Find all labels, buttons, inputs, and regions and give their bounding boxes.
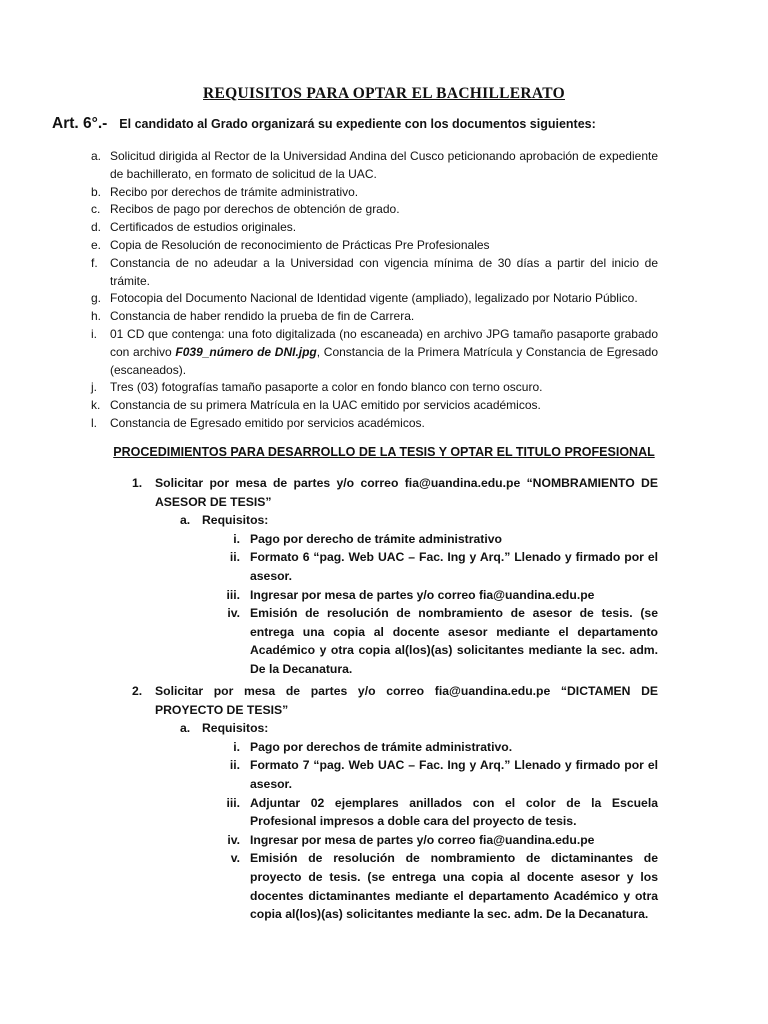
list-item — [0, 756, 768, 793]
roman-number: i. — [233, 531, 240, 546]
procedure-step-1 — [0, 474, 768, 679]
list-text: Copia de Resolución de reconocimiento de Prácticas Pre Profesionales — [110, 237, 490, 252]
list-text: Constancia de no adeudar a la Universidad con vigencia mínima de 30 días a partir del inicio de trámite. — [110, 255, 658, 288]
article-heading — [52, 115, 732, 133]
list-item — [0, 326, 768, 379]
step-heading — [0, 474, 768, 511]
item-text: Pago por derecho de trámite administrativo — [250, 531, 502, 546]
step-text: Solicitar por mesa de partes y/o correo fia@uandina.edu.pe “NOMBRAMIENTO DE ASESOR DE TESIS” — [155, 476, 658, 509]
list-item — [0, 184, 768, 202]
list-letter: l. — [91, 415, 97, 430]
list-item — [0, 849, 768, 923]
list-letter: k. — [91, 398, 101, 413]
list-text: , Constancia de la Primera Matrícula y Constancia de Egresado (escaneados). — [110, 344, 659, 377]
list-letter: j. — [91, 380, 97, 395]
roman-number: iii. — [226, 795, 240, 810]
list-letter: f. — [91, 255, 98, 270]
roman-number: iv. — [227, 606, 240, 621]
list-text: Constancia de haber rendido la prueba de fin de Carrera. — [110, 309, 415, 324]
list-item — [0, 586, 768, 605]
step-heading — [0, 682, 768, 719]
step-number: 2. — [132, 684, 143, 698]
list-item — [0, 738, 768, 757]
requirements-heading — [0, 719, 768, 738]
list-text: Solicitud dirigida al Rector de la Universidad Andina del Cusco peticionando aprobación de expediente de bachillerato, en formato de solicitud de la UAC. — [110, 149, 658, 181]
list-item — [0, 794, 768, 831]
list-letter: b. — [91, 184, 102, 199]
list-letter: g. — [91, 291, 102, 306]
section-title: PROCEDIMIENTOS PARA DESARROLLO DE LA TESIS Y OPTAR EL TITULO PROFESIONAL — [113, 445, 655, 459]
list-letter: h. — [91, 309, 102, 324]
list-text: Tres (03) fotografías tamaño pasaporte a color en fondo blanco con terno oscuro. — [110, 380, 543, 395]
article-text: El candidato al Grado organizará su expediente con los documentos siguientes: — [119, 117, 596, 131]
list-letter: c. — [91, 202, 101, 217]
item-text: Emisión de resolución de nombramiento de dictaminantes de proyecto de tesis. (se entrega una copia al docente asesor y los docentes dictaminantes mediante el departamento Académico y otra copia al(los)(as) solicitantes mediante la sec. adm. De la Decanatura. — [250, 851, 658, 922]
page-title: REQUISITOS PARA OPTAR EL BACHILLERATO — [203, 85, 565, 102]
list-item — [0, 148, 768, 184]
list-item — [0, 530, 768, 549]
roman-number: iv. — [227, 832, 240, 847]
sub-letter: a. — [180, 513, 191, 528]
item-text: Pago por derechos de trámite administrativo. — [250, 739, 513, 754]
item-text: Adjuntar 02 ejemplares anillados con el color de la Escuela Profesional impresos a doble cara del proyecto de tesis. — [250, 795, 658, 829]
step-text: Solicitar por mesa de partes y/o correo fia@uandina.edu.pe “DICTAMEN DE PROYECTO DE TESIS” — [155, 684, 658, 717]
roman-number: ii. — [229, 550, 240, 565]
roman-number: ii. — [229, 758, 240, 773]
list-text: Recibo por derechos de trámite administrativo. — [110, 184, 359, 199]
list-text: Constancia de su primera Matrícula en la UAC emitido por servicios académicos. — [110, 398, 541, 413]
list-text: Constancia de Egresado emitido por servicios académicos. — [110, 415, 425, 430]
list-item — [0, 548, 768, 585]
step-number: 1. — [132, 476, 143, 490]
list-item — [0, 290, 768, 308]
list-text: Fotocopia del Documento Nacional de Identidad vigente (ampliado), legalizado por Notario Público. — [110, 291, 638, 306]
list-item — [0, 831, 768, 850]
item-text: Emisión de resolución de nombramiento de asesor de tesis. (se entrega una copia al docente asesor mediante el departamento Académico y otra copia al(los)(as) solicitantes mediante la sec. adm. De la Decanatura. — [250, 606, 658, 676]
list-letter: i. — [91, 326, 97, 341]
list-letter: a. — [91, 149, 102, 163]
list-letter: d. — [91, 220, 102, 235]
item-text: Formato 7 “pag. Web UAC – Fac. Ing y Arq.” Llenado y firmado por el asesor. — [250, 758, 658, 791]
sub-label: Requisitos: — [202, 513, 269, 528]
list-letter: e. — [91, 237, 102, 252]
roman-number: i. — [233, 739, 240, 754]
list-text: 01 CD que contenga: una foto digitalizada (no escaneada) en archivo JPG tamaño pasaporte grabado con archivo — [110, 326, 658, 359]
sub-label: Requisitos: — [202, 721, 269, 736]
list-item — [0, 397, 768, 415]
list-item — [0, 415, 768, 433]
filename: F039_número de DNI.jpg — [175, 344, 317, 359]
roman-number: v. — [230, 851, 240, 866]
article-number: Art. 6°.- — [52, 115, 108, 132]
list-item — [0, 255, 768, 291]
list-item — [0, 604, 768, 678]
procedure-step-2 — [0, 682, 768, 924]
list-text: Recibos de pago por derechos de obtención de grado. — [110, 202, 400, 217]
list-item — [0, 237, 768, 255]
list-item — [0, 219, 768, 237]
roman-number: iii. — [226, 587, 240, 602]
list-text: Certificados de estudios originales. — [110, 220, 297, 235]
sub-letter: a. — [180, 721, 191, 736]
list-item — [0, 308, 768, 326]
item-text: Ingresar por mesa de partes y/o correo fia@uandina.edu.pe — [250, 832, 595, 847]
list-item — [0, 379, 768, 397]
requirements-heading — [0, 511, 768, 530]
item-text: Formato 6 “pag. Web UAC – Fac. Ing y Arq.” Llenado y firmado por el asesor. — [250, 550, 658, 583]
item-text: Ingresar por mesa de partes y/o correo fia@uandina.edu.pe — [250, 587, 595, 602]
list-item — [0, 201, 768, 219]
requirements-list — [0, 148, 768, 433]
